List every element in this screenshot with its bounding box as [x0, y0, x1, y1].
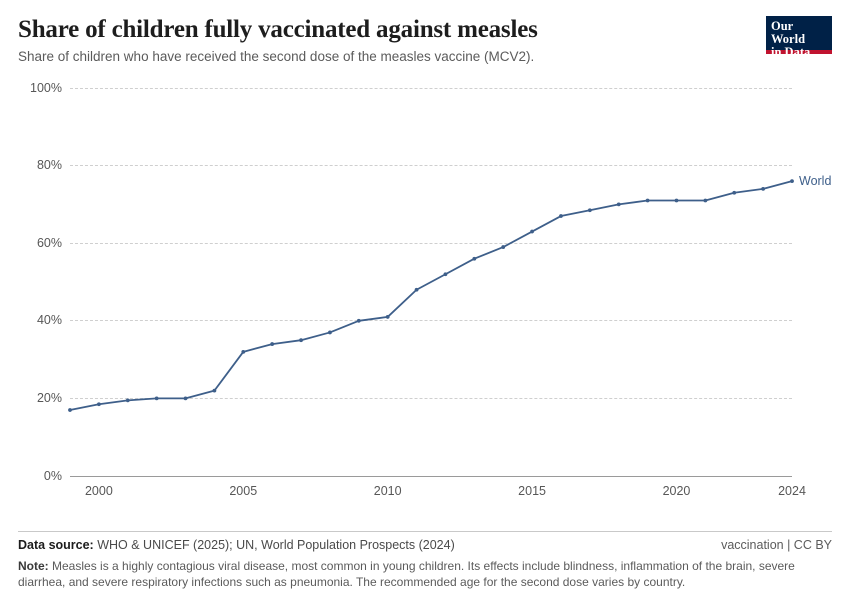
y-axis-tick-label: 20% — [36, 391, 62, 406]
logo-line-1: Our World — [771, 19, 806, 46]
data-point[interactable] — [155, 396, 159, 400]
footer-divider — [18, 531, 832, 532]
chart-subtitle: Share of children who have received the second dose of the measles vaccine (MCV2). — [18, 48, 535, 64]
data-source-text: WHO & UNICEF (2025); UN, World Population Prospects (2024) — [97, 537, 455, 552]
x-axis-tick-label: 2015 — [518, 483, 546, 498]
data-point[interactable] — [675, 198, 679, 202]
x-axis-tick-label: 2000 — [84, 483, 113, 498]
data-source — [18, 538, 455, 552]
license-attribution[interactable]: vaccination | CC BY — [721, 537, 832, 552]
data-point[interactable] — [415, 287, 419, 291]
y-axis-tick-label: 80% — [36, 158, 62, 173]
data-point[interactable] — [444, 272, 448, 276]
y-axis-tick-label: 40% — [36, 313, 62, 328]
data-point[interactable] — [126, 398, 130, 402]
data-point[interactable] — [241, 350, 245, 354]
data-point[interactable] — [588, 208, 592, 212]
gridline — [70, 476, 792, 477]
note-text: Measles is a highly contagious viral disease, most common in young children. Its effects include blindness, inflammation of the brain, severe diarrhea, and severe respiratory infections such as pneumonia. The recommended age for the second dose varies by country. — [18, 558, 795, 589]
data-point[interactable] — [559, 214, 563, 218]
data-point[interactable] — [184, 396, 188, 400]
data-point[interactable] — [703, 198, 707, 202]
data-point[interactable] — [732, 190, 736, 194]
data-point[interactable] — [617, 202, 621, 206]
plot-region[interactable] — [30, 80, 832, 498]
data-point[interactable] — [472, 256, 476, 260]
series-line-world — [70, 181, 792, 410]
x-axis-tick-label: 2010 — [373, 483, 402, 498]
data-point[interactable] — [501, 245, 505, 249]
data-point[interactable] — [213, 388, 217, 392]
data-point[interactable] — [761, 187, 765, 191]
chart-area — [18, 80, 832, 510]
footer-source-row — [18, 538, 832, 552]
x-axis-tick-label: 2020 — [662, 483, 691, 498]
y-axis-tick-label: 0% — [43, 468, 62, 483]
page-title: Share of children fully vaccinated against measles — [18, 16, 538, 43]
note-label: Note: — [18, 558, 49, 573]
series-layer — [70, 88, 792, 476]
chart-footer — [18, 531, 832, 590]
y-axis-tick-label: 60% — [36, 235, 62, 250]
footer-note — [18, 558, 832, 590]
data-point[interactable] — [357, 319, 361, 323]
data-point[interactable] — [530, 229, 534, 233]
data-point[interactable] — [386, 315, 390, 319]
data-point[interactable] — [299, 338, 303, 342]
data-point[interactable] — [328, 330, 332, 334]
data-point[interactable] — [646, 198, 650, 202]
data-point[interactable] — [97, 402, 101, 406]
our-world-in-data-logo[interactable] — [766, 16, 832, 59]
data-point[interactable] — [270, 342, 274, 346]
logo-line-2: in Data — [771, 44, 811, 59]
series-end-label[interactable]: World — [799, 173, 832, 188]
y-axis-tick-label: 100% — [30, 80, 62, 95]
x-axis-tick-label: 2024 — [778, 483, 806, 498]
data-source-label: Data source: — [18, 537, 94, 552]
data-point[interactable] — [68, 408, 72, 412]
chart-header — [18, 16, 832, 66]
x-axis-tick-label: 2005 — [229, 483, 258, 498]
data-point[interactable] — [790, 179, 794, 183]
